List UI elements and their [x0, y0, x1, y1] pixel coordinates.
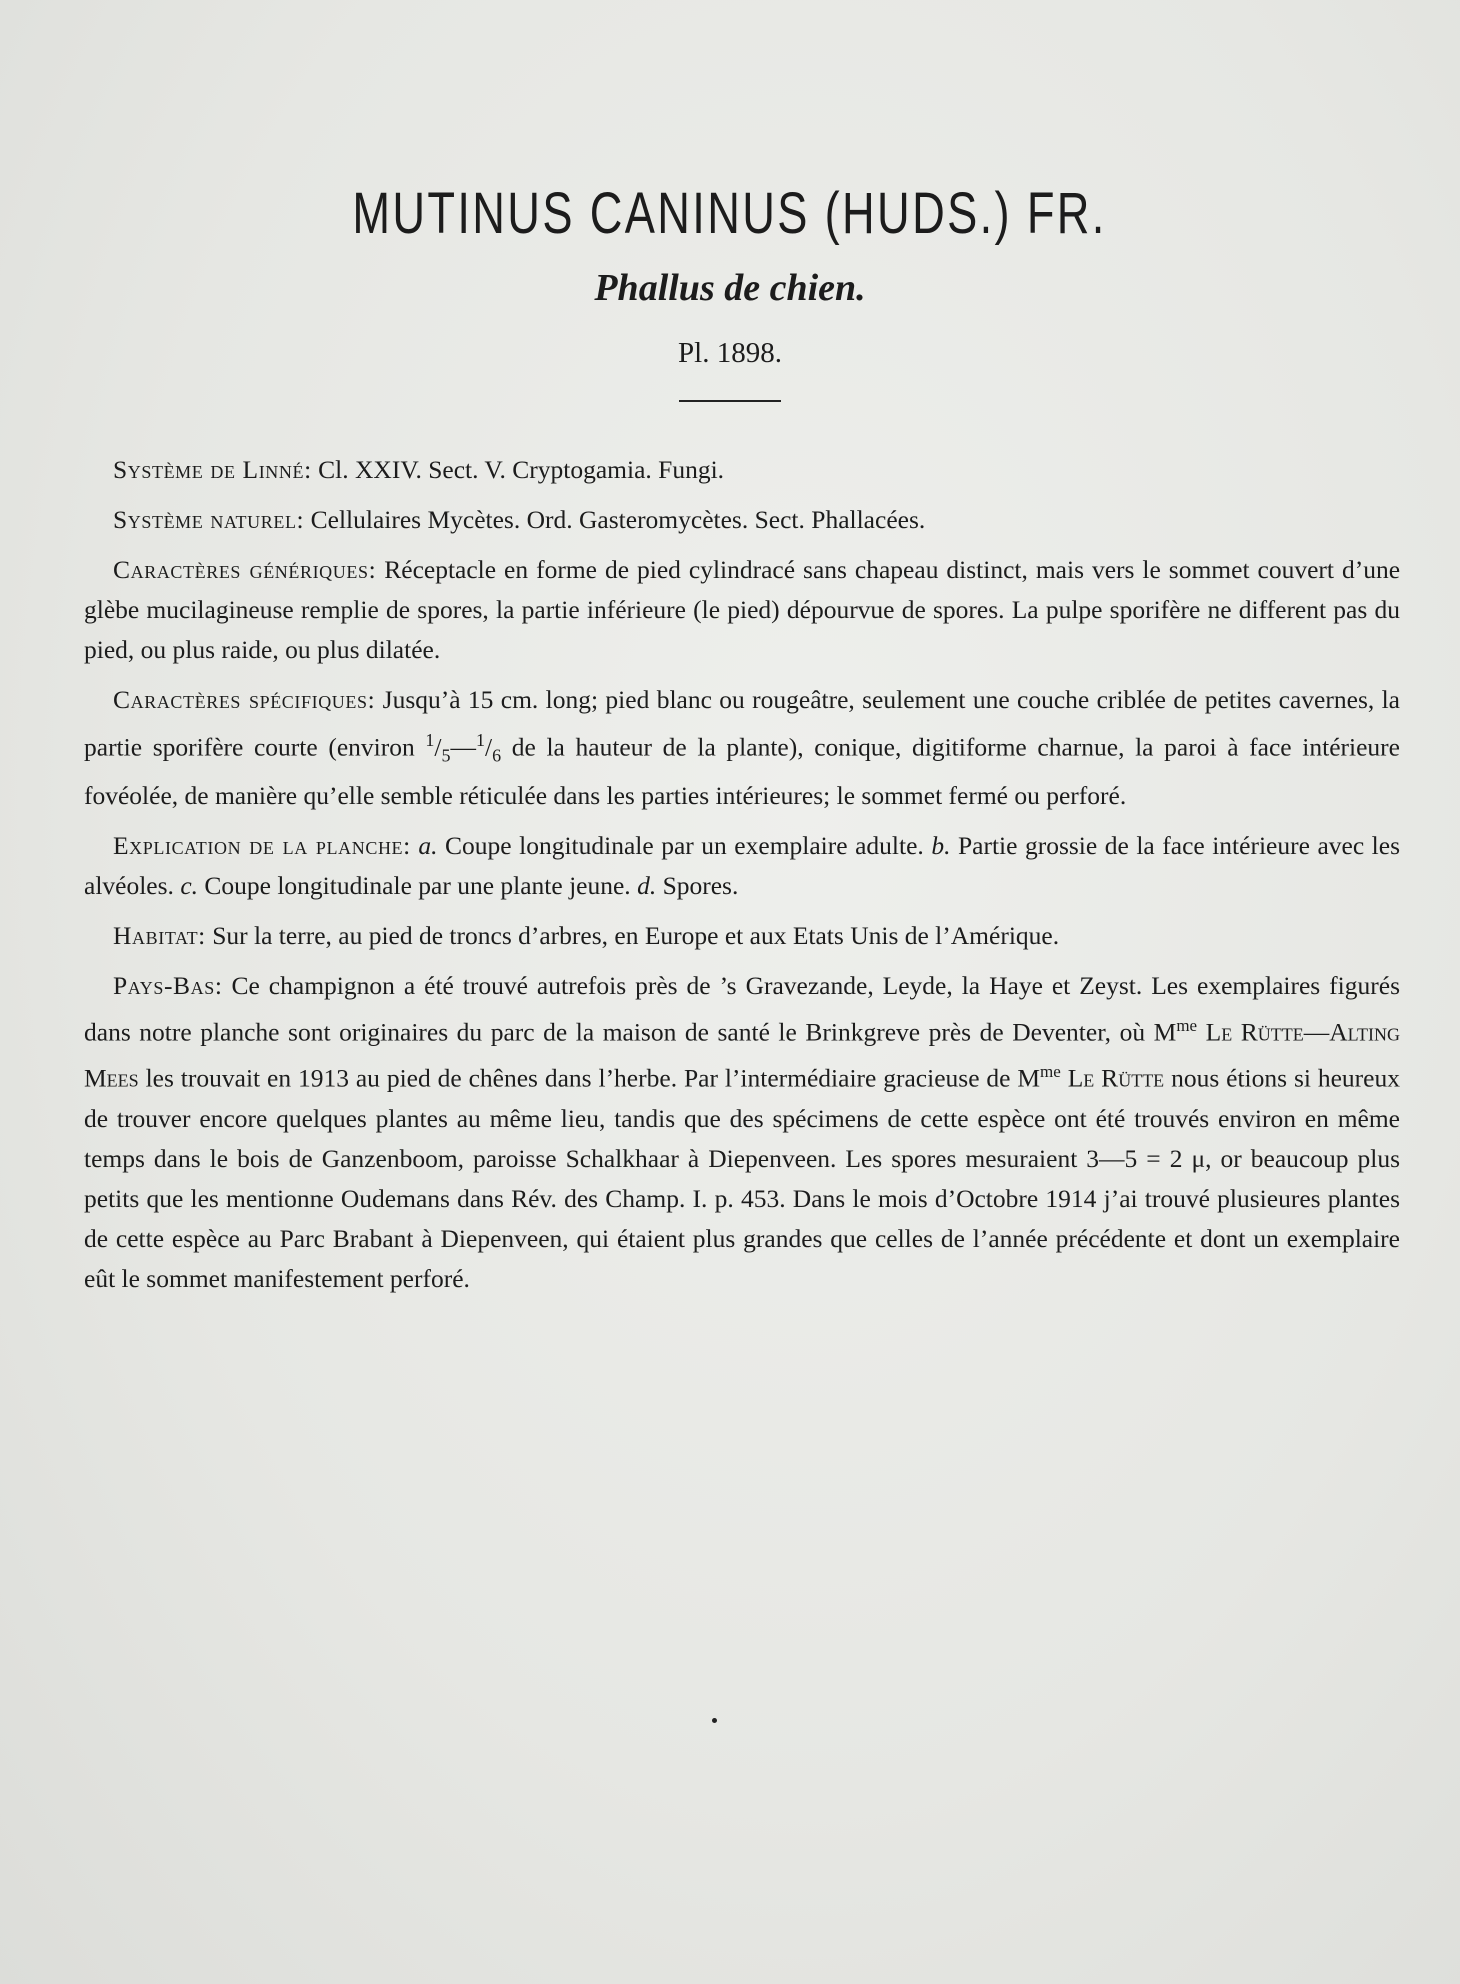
heading-generiques: Caractères génériques:	[113, 555, 377, 584]
text-specifiques-a: Jusqu’à 15 cm. long; pied blanc ou rougeâtre, seulement une couche criblée de petites cavernes, la partie sporifère courte (environ	[84, 685, 1400, 762]
page-title: MUTINUS CANINUS (HUDS.) FR.	[352, 181, 1108, 246]
text-habitat: Sur la terre, au pied de troncs d’arbres, en Europe et aux Etats Unis de l’Amérique.	[205, 920, 1060, 950]
text-paysbas-3: nous étions si heureux de trouver encore quelques plantes au même lieu, tandis que des spécimens de cette espèce ont été trouvés environ en même temps dans le bois de Ganzenboom, paroisse Schalkhaar à Diepenveen. Les spores mesuraient 3—5 = 2 μ, or beaucoup plus petits que les mentionne Oudemans dans Rév. des Champ. I. p. 453. Dans le mois d’Octobre 1914 j’ai trouvé plusieures plantes de cette espèce au Parc Brabant à Diepenveen, qui étaient plus grandes que celles de l’année précédente et dont un exemplaire eût le sommet manifestement perforé.	[84, 1063, 1400, 1293]
text-paysbas-1: Ce champignon a été trouvé autrefois près de ’s Gravezande, Leyde, la Haye et Zeyst. Les exemplaires figurés dans notre planche sont originaires du parc de la maison de santé le Brinkgreve près de Deventer, où M	[84, 970, 1400, 1047]
person-name-1: Le Rütte—Alting Mees	[84, 1017, 1400, 1093]
paragraph-paysbas	[84, 966, 1400, 1299]
divider	[679, 400, 781, 402]
text-planche-b: Partie grossie de la face intérieure avec les alvéoles.	[84, 830, 1400, 900]
heading-habitat: Habitat:	[113, 920, 206, 950]
page-subtitle: Phallus de chien.	[594, 267, 866, 309]
superscript-me-1: me	[1176, 1015, 1198, 1035]
paragraph-linne	[84, 450, 1400, 490]
fraction-dash: —	[450, 732, 476, 762]
heading-paysbas: Pays-Bas:	[113, 970, 223, 1000]
text-planche-c: Coupe longitudinale par une plante jeune.	[198, 870, 638, 900]
text-paysbas-2: les trouvait en 1913 au pied de chênes dans l’herbe. Par l’intermédiaire gracieuse de M	[138, 1063, 1041, 1093]
text-naturel: Cellulaires Mycètes. Ord. Gasteromycètes. Sect. Phallacées.	[304, 505, 926, 534]
superscript-me-2: me	[1040, 1062, 1061, 1082]
fraction-1-numerator: 1	[425, 730, 435, 750]
paragraph-generiques	[84, 550, 1400, 670]
paragraph-planche	[84, 826, 1400, 906]
fraction-1-denominator: 5	[441, 745, 451, 766]
fraction-2-denominator: 6	[492, 745, 502, 766]
paragraph-habitat	[84, 916, 1400, 956]
heading-planche: Explication de la planche:	[113, 830, 411, 860]
heading-naturel: Système naturel:	[113, 505, 305, 534]
plate-number: Pl. 1898.	[678, 337, 782, 369]
paragraph-specifiques: Caractères spécifiques: Jusqu’à 15 cm. long; pied blanc ou rougeâtre, seulement une couche criblée de petites cavernes, la partie sporifère courte (environ $^1/_5—^1/_6$ de la hauteur de la plante), conique, digitiforme charnue, la paroi à face intérieure fovéolée, de manière qu’elle semble réticulée dans les parties intérieures; le sommet fermé ou perforé.	[84, 685, 1400, 810]
label-d: d.	[637, 870, 657, 900]
person-name-2: Le Rütte	[1060, 1063, 1165, 1093]
text-planche-a: Coupe longitudinale par un exemplaire adulte.	[437, 830, 932, 860]
heading-specifiques: Caractères spécifiques:	[113, 685, 376, 714]
ink-dot	[712, 1718, 717, 1723]
label-a: a.	[418, 830, 438, 860]
label-c: c.	[180, 870, 199, 900]
text-planche-d: Spores.	[656, 870, 739, 900]
heading-linne: Système de Linné:	[113, 455, 312, 484]
text-generiques: Réceptacle en forme de pied cylindracé sans chapeau distinct, mais vers le sommet couvert d’une glèbe mucilagineuse remplie de spores, la partie inférieure (le pied) dépourvue de spores. La pulpe sporifère ne different pas du pied, ou plus raide, ou plus dilatée.	[84, 555, 1401, 664]
paragraph-naturel	[84, 500, 1400, 540]
fraction-2-numerator: 1	[475, 730, 485, 750]
body-text	[84, 450, 1400, 1309]
label-b: b.	[931, 830, 951, 860]
text-linne: Cl. XXIV. Sect. V. Cryptogamia. Fungi.	[311, 455, 725, 484]
header	[0, 178, 1460, 402]
text-specifiques-b: de la hauteur de la plante), conique, digitiforme charnue, la paroi à face intérieure fovéolée, de manière qu’elle semble réticulée dans les parties intérieures; le sommet fermé ou perforé.	[84, 732, 1400, 810]
